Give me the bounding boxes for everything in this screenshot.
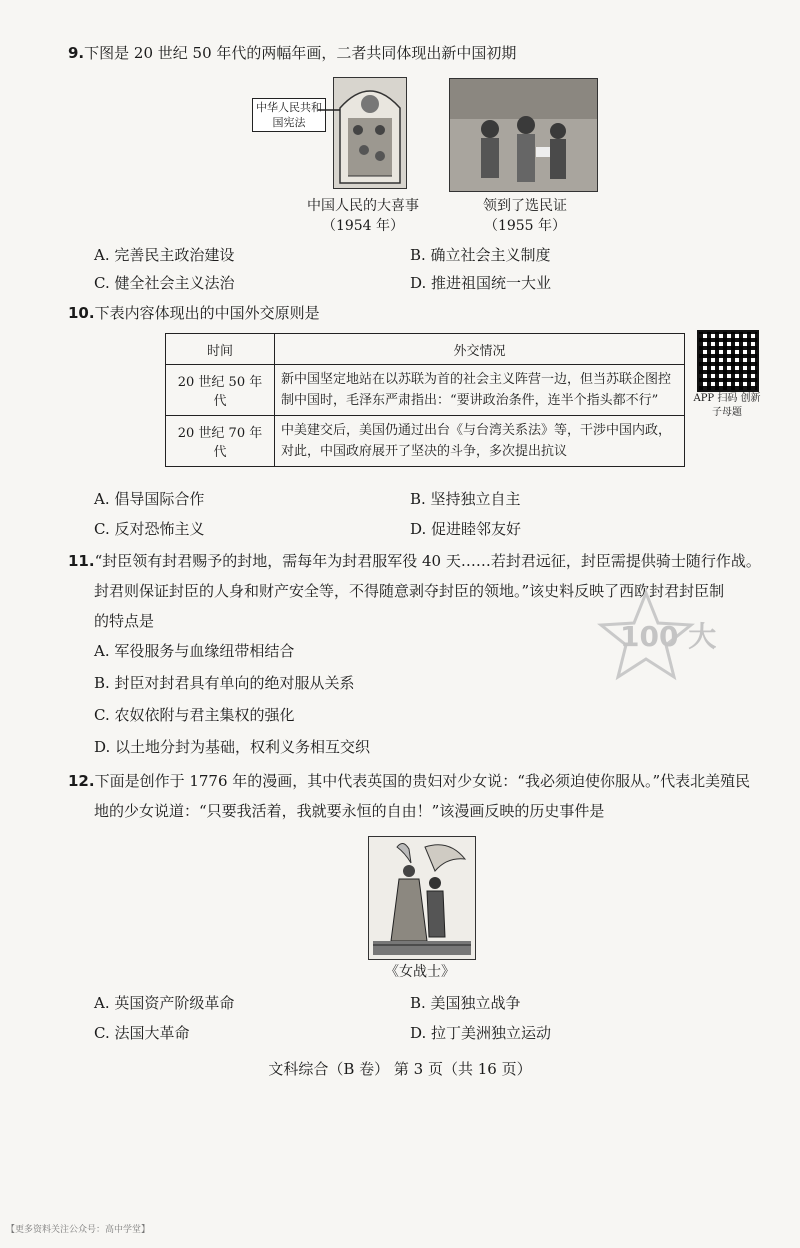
constitution-label-box: 中华人民共和国宪法 (252, 98, 326, 132)
q9-option-b: B. 确立社会主义制度 (410, 246, 551, 264)
table-cell-desc: 新中国坚定地站在以苏联为首的社会主义阵营一边，但当苏联企图控制中国时，毛泽东严肃指出：“要讲政治条件，连半个指头都不行” (275, 365, 685, 416)
q12-option-d: D. 拉丁美洲独立运动 (410, 1024, 552, 1042)
q12-option-c: C. 法国大革命 (94, 1024, 190, 1042)
q10-option-a: A. 倡导国际合作 (94, 490, 205, 508)
q9-option-a: A. 完善民主政治建设 (94, 246, 235, 264)
table-row (166, 365, 685, 416)
painting-illustration-2 (450, 79, 597, 191)
q11-option-b: B. 封臣对封君具有单向的绝对服从关系 (94, 674, 355, 692)
q9-option-d: D. 推进祖国统一大业 (410, 274, 552, 292)
table-row (166, 416, 685, 467)
cartoon-illustration (369, 837, 475, 959)
painting-illustration-1 (334, 78, 406, 188)
fig1-caption: 中国人民的大喜事 (307, 198, 419, 214)
q11-stem-line2: 封君则保证封臣的人身和财产安全等，不得随意剥夺封臣的领地。”该史料反映了西欧封君封臣制 (94, 582, 725, 600)
table-header-diplomacy: 外交情况 (275, 334, 685, 365)
page-footer: 文科综合（B 卷） 第 3 页（共 16 页） (268, 1060, 532, 1078)
fig2-caption: 领到了选民证 (483, 198, 567, 214)
table-cell-era: 20 世纪 50 年代 (166, 365, 275, 416)
fig1-year: （1954 年） (321, 218, 405, 234)
qr-note: APP 扫码 创新子母题 (693, 393, 761, 418)
q9-stem: 9.下图是 20 世纪 50 年代的两幅年画，二者共同体现出新中国初期 (68, 44, 517, 62)
q11-option-a: A. 军役服务与血缘纽带相结合 (94, 642, 295, 660)
diplomacy-table (165, 333, 685, 467)
new-year-painting-1955 (449, 78, 598, 192)
q12-stem-line2: 地的少女说道：“只要我活着，我就要永恒的自由！”该漫画反映的历史事件是 (94, 802, 605, 820)
q10-option-b: B. 坚持独立自主 (410, 490, 521, 508)
table-header-row (166, 334, 685, 365)
q10-stem: 10.下表内容体现出的中国外交原则是 (68, 304, 320, 322)
cartoon-female-warrior (368, 836, 476, 960)
q10-option-c: C. 反对恐怖主义 (94, 520, 205, 538)
table-header-time: 时间 (166, 334, 275, 365)
q12-stem-line1: 12.下面是创作于 1776 年的漫画，其中代表英国的贵妇对少女说：“我必须迫使你服从。”代表北美殖民 (68, 772, 751, 790)
table-cell-desc: 中美建交后，美国仍通过出台《与台湾关系法》等，干涉中国内政，对此，中国政府展开了坚决的斗争，多次提出抗议 (275, 416, 685, 467)
bottom-note: 【更多资料关注公众号：高中学堂】 (6, 1225, 151, 1235)
watermark-text: 100 大 (620, 620, 717, 653)
q12-option-a: A. 英国资产阶级革命 (94, 994, 235, 1012)
label-pointer-line (318, 104, 340, 116)
q12-option-b: B. 美国独立战争 (410, 994, 521, 1012)
qr-code-icon[interactable] (697, 330, 759, 392)
q9-option-c: C. 健全社会主义法治 (94, 274, 235, 292)
q11-stem-line1: 11.“封臣领有封君赐予的封地，需每年为封君服军役 40 天……若封君远征，封臣需提供骑士随行作战。 (68, 552, 761, 570)
fig2-year: （1955 年） (483, 218, 567, 234)
table-cell-era: 20 世纪 70 年代 (166, 416, 275, 467)
q11-option-d: D. 以土地分封为基础，权利义务相互交织 (94, 738, 371, 756)
watermark-logo (596, 585, 796, 685)
cartoon-caption: 《女战士》 (385, 964, 455, 980)
q11-option-c: C. 农奴依附与君主集权的强化 (94, 706, 295, 724)
new-year-painting-1954 (333, 77, 407, 189)
q10-option-d: D. 促进睦邻友好 (410, 520, 522, 538)
q11-stem-line3: 的特点是 (94, 612, 155, 630)
